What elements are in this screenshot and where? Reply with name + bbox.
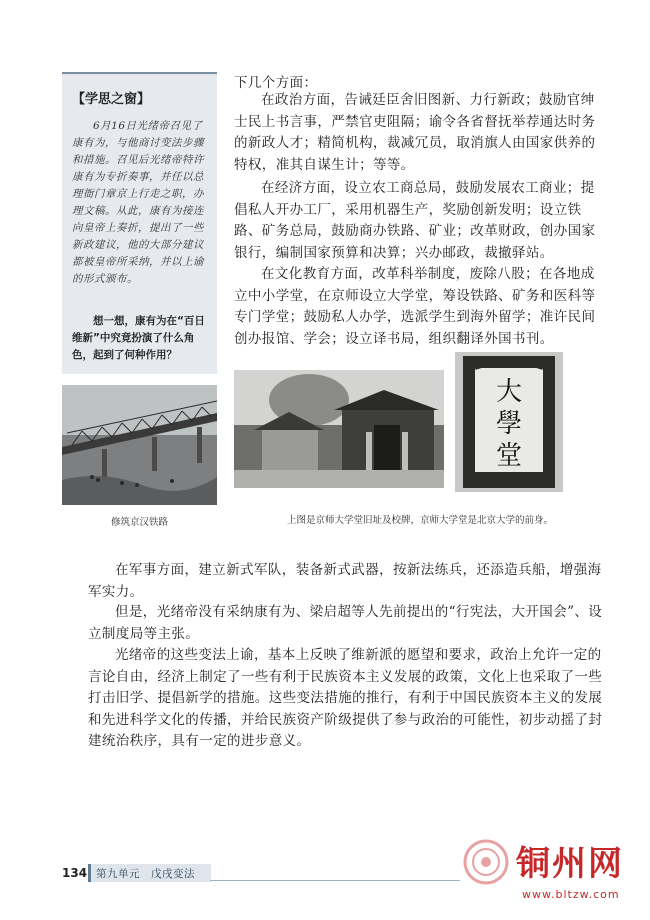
sidebar-question: 想一想，康有为在“百日维新”中究竟扮演了什么角色，起到了何种作用？: [72, 315, 205, 361]
campus-caption: 上图是京师大学堂旧址及校牌，京师大学堂是北京大学的前身。: [286, 515, 553, 526]
paragraph-military: 在军事方面，建立新式军队，装备新式武器，按新法练兵，还添造兵船，增强海军实力。: [88, 562, 602, 600]
watermark-text: 铜州网: [516, 844, 624, 884]
plaque-character: 大: [495, 377, 523, 407]
paragraph-culture: 在文化教育方面，改革科举制度，废除八股；在各地成立中小学堂，在京师设立大学堂，筹设铁路、矿务和医科等专门学堂；鼓励私人办学，选派学生到海外留学；准许民间创办报馆、学会；设立译书局，组织翻译外国书刊。: [234, 266, 596, 347]
sidebar-body-text: 6月16日光绪帝召见了康有为，与他商讨变法步骤和措施。召见后光绪帝特许康有为专折奏事，并任以总理衙门章京上行走之职，办理文稿。从此，康有为接连向皇帝上奏折，提出了一些新政建议，他的大部分建议都被皇帝所采纳，并以上谕的形式颁布。: [72, 120, 204, 285]
page-number: 134: [62, 866, 88, 880]
intro-line: 下几个方面：: [234, 75, 318, 91]
railway-caption: 修筑京汉铁路: [110, 517, 168, 528]
footer-divider: [210, 880, 460, 881]
watermark-url: www.bltzw.com: [522, 888, 620, 901]
paragraph-however: 但是，光绪帝没有采纳康有为、梁启超等人先前提出的“行宪法，大开国会”、设立制度局等主张。: [88, 604, 603, 642]
campus-gate-photo: [234, 370, 444, 488]
paragraph-politics: 在政治方面，告诫廷臣舍旧图新、力行新政；鼓励官绅士民上书言事，严禁官吏阻隔；谕令各省督抚举荐通达时务的新政人才；精简机构，裁减冗员，取消旗人由国家供养的特权，准其自谋生计；等等。: [234, 92, 596, 173]
plaque-character: 堂: [495, 441, 523, 471]
railway-photo: [62, 385, 217, 505]
paragraph-summary: 光绪帝的这些变法上谕，基本上反映了维新派的愿望和要求，政治上允许一定的言论自由，经济上制定了一些有利于民族资本主义发展的政策，文化上也采取了一些打击旧学、提倡新学的措施。这些变法措施的推行，有利于中国民族资本主义的发展和先进科学文化的传播，并给民族资产阶级提供了参与政治的可能性，初步动摇了封建统治秩序，具有一定的进步意义。: [88, 647, 603, 749]
watermark-logo-icon: [462, 838, 510, 886]
unit-label: 第九单元 戊戌变法: [96, 868, 195, 880]
sidebar-heading: 【学思之窗】: [72, 92, 151, 107]
paragraph-economy: 在经济方面，设立农工商总局，鼓励发展农工商业；提倡私人开办工厂，采用机器生产，奖励创新发明；设立铁路、矿务总局，鼓励商办铁路、矿业；改革财政，创办国家银行，编制国家预算和决算；兴办邮政，裁撤驿站。: [234, 180, 596, 261]
university-plaque-photo: [455, 352, 563, 492]
plaque-character: 學: [495, 409, 523, 439]
